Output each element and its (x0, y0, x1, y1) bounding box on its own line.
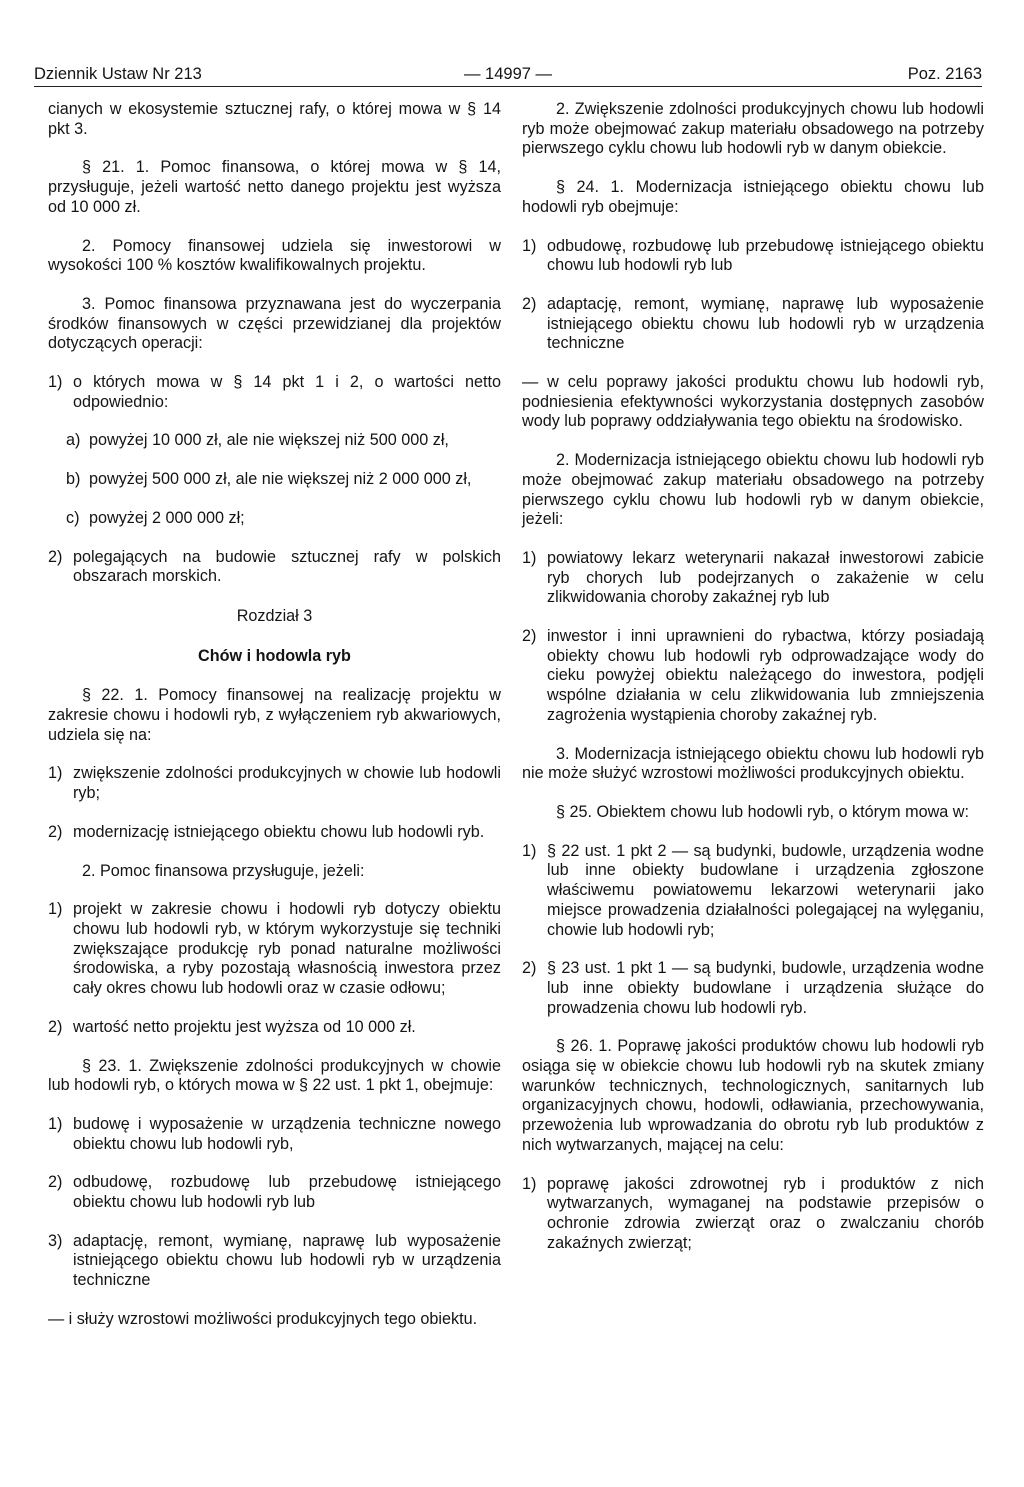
list-item (48, 509, 501, 529)
chapter-title: Chów i hodowla ryb (198, 646, 351, 665)
list-text: inwestor i inni uprawnieni do rybactwa, którzy posiadają obiekty chowu lub hodowli ryb odprowadzające wody do cieku powyżej obiektu należącego do inwestora, podjęli wspólne działania w celu zlikwidowania lub zmniejszenia zagrożenia wystąpienia choroby zakaźnej ryb. (547, 627, 984, 724)
paragraph-section-23-1: § 23. 1. Zwiększenie zdolności produkcyjnych w chowie lub hodowli ryb, o których mowa w § 22 ust. 1 pkt 1, obejmuje: (48, 1056, 501, 1095)
list-item (522, 237, 984, 276)
paragraph-section-21-2: 2. Pomocy finansowej udziela się inwestorowi w wysokości 100 % kosztów kwalifikowalnych projektu. (48, 236, 501, 275)
list-item (48, 1173, 501, 1212)
paragraph-section-24-3: 3. Modernizacja istniejącego obiektu chowu lub hodowli ryb nie może służyć wzrostowi możliwości produkcyjnych obiektu. (522, 744, 984, 783)
paragraph-section-22-1: § 22. 1. Pomocy finansowej na realizację projektu w zakresie chowu i hodowli ryb, z wyłączeniem ryb akwariowych, udziela się na: (48, 686, 501, 744)
paragraph: — i służy wzrostowi możliwości produkcyjnych tego obiektu. (48, 1309, 478, 1328)
list-text: poprawę jakości zdrowotnej ryb i produktów z nich wytwarzanych, wymaganej na podstawie przepisów o ochronie zdrowia zwierząt oraz o zwalczaniu chorób zakaźnych zwierząt; (547, 1174, 984, 1252)
list-marker: 1) (48, 764, 63, 783)
list-marker: 1) (48, 900, 63, 919)
paragraph-section-21-3: 3. Pomoc finansowa przyznawana jest do wyczerpania środków finansowych w części przewidzianej dla projektów dotyczących operacji: (48, 294, 501, 353)
list-text: wartość netto projektu jest wyższa od 10 000 zł. (73, 1017, 416, 1036)
position-number: Poz. 2163 (907, 65, 982, 83)
list-text: zwiększenie zdolności produkcyjnych w chowie lub hodowli ryb; (73, 764, 501, 803)
list-marker: 2) (522, 294, 537, 313)
list-item (522, 549, 984, 608)
list-item (48, 764, 501, 803)
list-text: polegających na budowie sztucznej rafy w polskich obszarach morskich. (73, 547, 501, 586)
list-marker: 2) (48, 547, 63, 566)
list-item (522, 627, 984, 726)
list-text: projekt w zakresie chowu i hodowli ryb dotyczy obiektu chowu lub hodowli ryb, w którym wykorzystuje się techniki zwiększające produkcję ryb ponad naturalne możliwości środowiska, a ryby pozostają własnością inwestora przez cały okres chowu lub hodowli oraz w czasie odłowu; (73, 900, 501, 998)
list-text: § 23 ust. 1 pkt 1 — są budynki, budowle, urządzenia wodne lub inne obiekty budowlane i urządzenia służące do prowadzenia chowu lub hodowli ryb. (547, 959, 984, 1017)
list-marker: c) (66, 508, 80, 527)
paragraph-section-24-2: 2. Modernizacja istniejącego obiektu chowu lub hodowli ryb może obejmować zakup materiału obsadowego na potrzeby pierwszego cyklu chowu lub hodowli ryb w danym obiekcie, jeżeli: (522, 451, 984, 529)
list-text: powyżej 2 000 000 zł; (89, 508, 245, 527)
paragraph-section-21-1: § 21. 1. Pomoc finansowa, o której mowa w § 14, przysługuje, jeżeli wartość netto danego projektu jest wyższa od 10 000 zł. (48, 158, 501, 216)
list-marker: 3) (48, 1231, 63, 1250)
list-item (48, 470, 501, 490)
list-marker: 1) (522, 548, 537, 567)
list-item (48, 900, 501, 999)
left-column (48, 100, 501, 1330)
list-marker: 1) (522, 1174, 537, 1193)
journal-title: Dziennik Ustaw Nr 213 (34, 65, 202, 83)
list-text: § 22 ust. 1 pkt 2 — są budynki, budowle, urządzenia wodne lub inne obiekty budowlane i urządzenia zgłoszone właściwemu powiatowemu lekarzowi weterynarii jako miejsce prowadzenia działalności polegającej na wylęganiu, chowie lub hodowli ryb; (547, 841, 984, 939)
list-text: odbudowę, rozbudowę lub przebudowę istniejącego obiektu chowu lub hodowli ryb lub (547, 236, 984, 275)
list-marker: 1) (522, 841, 537, 860)
list-marker: 2) (48, 1017, 63, 1036)
paragraph-section-25: § 25. Obiektem chowu lub hodowli ryb, o którym mowa w: (556, 802, 969, 821)
list-marker: 1) (48, 1114, 63, 1133)
list-item (48, 1232, 501, 1291)
list-item (48, 431, 501, 451)
page-number: — 14997 — (463, 65, 553, 83)
list-marker: a) (66, 431, 81, 450)
list-marker: 1) (48, 373, 63, 392)
list-item (48, 1115, 501, 1154)
list-item (522, 959, 984, 1018)
list-item (48, 373, 501, 412)
paragraph-section-22-2: 2. Pomoc finansowa przysługuje, jeżeli: (82, 861, 365, 880)
list-marker: 2) (522, 627, 537, 646)
paragraph-section-23-2: 2. Zwiększenie zdolności produkcyjnych chowu lub hodowli ryb może obejmować zakup materiału obsadowego na potrzeby pierwszego cyklu chowu lub hodowli ryb w danym obiekcie. (522, 100, 984, 158)
list-text: odbudowę, rozbudowę lub przebudowę istniejącego obiektu chowu lub hodowli ryb lub (73, 1173, 501, 1212)
list-text: adaptację, remont, wymianę, naprawę lub wyposażenie istniejącego obiektu chowu lub hodowli ryb w urządzenia techniczne (547, 294, 984, 353)
page-header (34, 60, 982, 86)
list-text: o których mowa w § 14 pkt 1 i 2, o wartości netto odpowiednio: (73, 373, 501, 411)
paragraph: — w celu poprawy jakości produktu chowu lub hodowli ryb, podniesienia efektywności wykorzystania dostępnych zasobów wody lub poprawy oddziaływania tego obiektu na środowisko. (522, 373, 984, 431)
list-marker: 2) (522, 959, 537, 978)
paragraph-section-24-1: § 24. 1. Modernizacja istniejącego obiektu chowu lub hodowli ryb obejmuje: (522, 178, 984, 216)
list-text: powyżej 10 000 zł, ale nie większej niż 500 000 zł, (89, 431, 449, 450)
list-text: budowę i wyposażenie w urządzenia techniczne nowego obiektu chowu lub hodowli ryb, (73, 1114, 501, 1153)
list-marker: 2) (48, 1173, 63, 1192)
list-text: powiatowy lekarz weterynarii nakazał inwestorowi zabicie ryb chorych lub podejrzanych o zakażenie w celu zlikwidowania choroby zakaźnej ryb lub (547, 548, 984, 607)
list-marker: b) (66, 470, 81, 489)
list-text: powyżej 500 000 zł, ale nie większej niż 2 000 000 zł, (89, 470, 472, 489)
list-item (48, 548, 501, 587)
list-marker: 2) (48, 822, 63, 841)
list-marker: 1) (522, 236, 537, 255)
header-rule (34, 86, 982, 87)
list-text: modernizację istniejącego obiektu chowu lub hodowli ryb. (73, 822, 485, 841)
paragraph: cianych w ekosystemie sztucznej rafy, o której mowa w § 14 pkt 3. (48, 100, 501, 138)
right-column (522, 100, 984, 1253)
chapter-number: Rozdział 3 (236, 606, 313, 625)
list-item (522, 1175, 984, 1254)
list-item (522, 842, 984, 941)
list-item (48, 823, 501, 843)
list-item (48, 1018, 501, 1038)
list-item (522, 295, 984, 354)
list-text: adaptację, remont, wymianę, naprawę lub wyposażenie istniejącego obiektu chowu lub hodowli ryb w urządzenia techniczne (73, 1231, 501, 1290)
paragraph-section-26-1: § 26. 1. Poprawę jakości produktów chowu lub hodowli ryb osiąga się w obiekcie chowu lub hodowli ryb na skutek zmiany warunków technicznych, technologicznych, sanitarnych lub organizacyjnych chowu, hodowli, odławiania, przechowywania, przewożenia lub wprowadzania do obrotu ryb lub produktów z nich wytwarzanych, mającej na celu: (522, 1037, 984, 1154)
